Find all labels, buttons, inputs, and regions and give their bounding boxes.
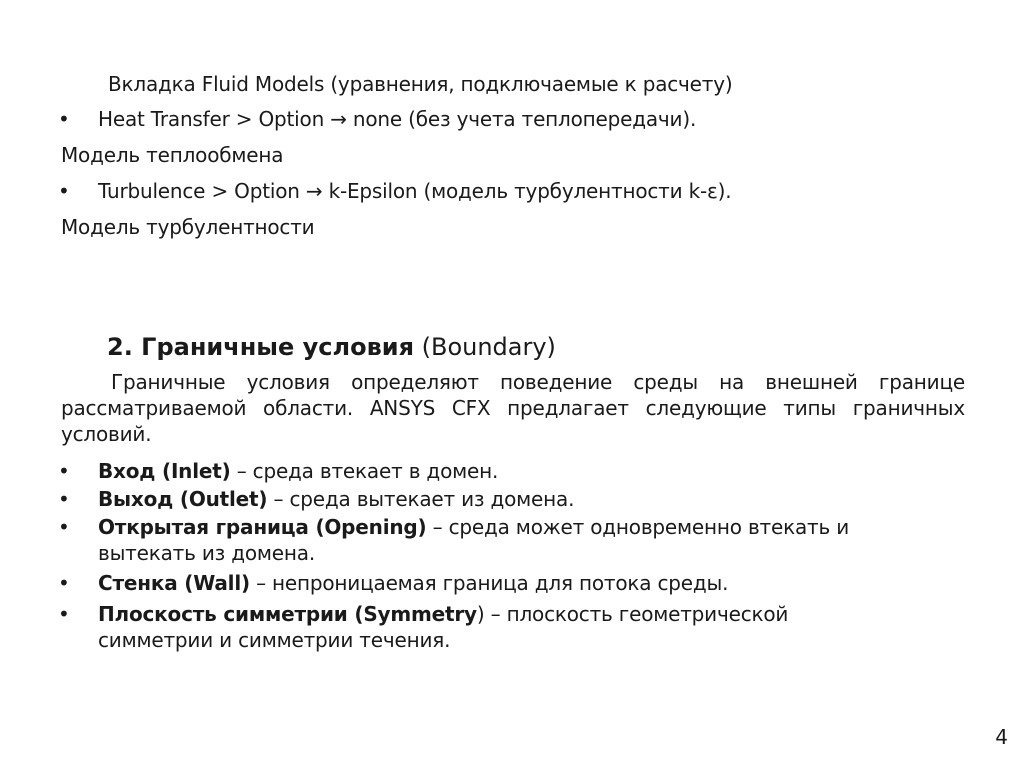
boundary-desc: – среда вытекает из домена. xyxy=(267,487,575,511)
boundary-term: Стенка (Wall) xyxy=(98,571,250,595)
boundary-term: Вход (Inlet) xyxy=(98,459,231,483)
bullet-dot: • xyxy=(58,179,70,203)
bullet-dot: • xyxy=(58,571,70,595)
bullet-dot: • xyxy=(58,515,70,539)
section-heading-bold: 2. Граничные условия xyxy=(107,333,414,361)
boundary-item-opening xyxy=(98,514,928,566)
section-heading xyxy=(107,331,556,363)
bullet-dot: • xyxy=(58,487,70,511)
section-paragraph-text: Граничные условия определяют поведение среды на внешней границе рассматриваемой области. ANSYS CFX предлагает следующие типы граничных условий. xyxy=(61,370,965,446)
boundary-term: Плоскость симметрии (Symmetry xyxy=(98,602,477,626)
heat-transfer-bullet: Heat Transfer > Option → none (без учета теплопередачи). xyxy=(98,107,697,131)
boundary-desc: – непроницаемая граница для потока среды. xyxy=(249,571,729,595)
boundary-item-symmetry xyxy=(98,601,858,653)
bullet-dot: • xyxy=(58,602,70,626)
boundary-item-inlet xyxy=(98,458,928,484)
bullet-dot: • xyxy=(58,107,70,131)
boundary-item-outlet xyxy=(98,486,928,512)
bullet-dot: • xyxy=(58,459,70,483)
fluid-models-tab-line: Вкладка Fluid Models (уравнения, подключаемые к расчету) xyxy=(108,72,733,96)
section-heading-suffix: (Boundary) xyxy=(413,333,556,361)
heat-transfer-caption: Модель теплообмена xyxy=(61,143,284,167)
turbulence-bullet: Turbulence > Option → k-Epsilon (модель турбулентности k-ε). xyxy=(98,179,732,203)
boundary-desc: – среда может одновременно втекать и вытекать из домена. xyxy=(98,515,850,565)
boundary-desc: ) – плоскость геометрической симметрии и симметрии течения. xyxy=(98,602,789,652)
boundary-term: Выход (Outlet) xyxy=(98,487,268,511)
section-paragraph xyxy=(61,369,965,447)
boundary-desc: – среда втекает в домен. xyxy=(230,459,499,483)
boundary-term: Открытая граница (Opening) xyxy=(98,515,427,539)
page-number: 4 xyxy=(995,725,1008,749)
boundary-item-wall xyxy=(98,570,928,596)
turbulence-caption: Модель турбулентности xyxy=(61,215,315,239)
